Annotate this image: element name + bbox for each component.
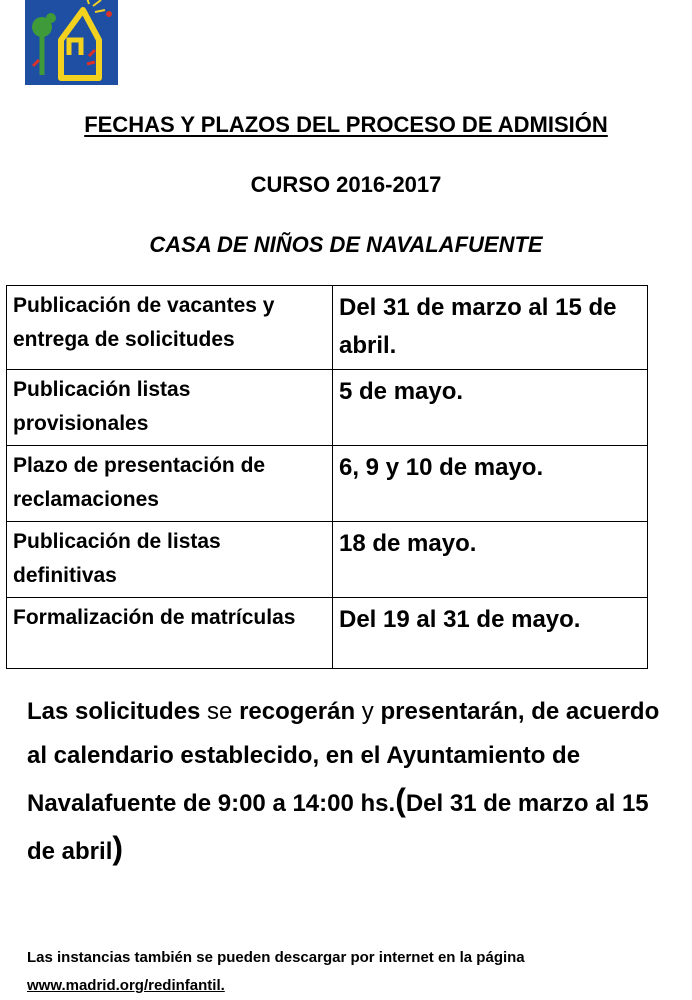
date-cell: Del 19 al 31 de mayo. <box>333 598 648 669</box>
notice-se: se <box>200 698 240 725</box>
phase-cell: Publicación de vacantes y entrega de solicitudes <box>7 286 333 370</box>
table-row <box>7 446 648 522</box>
admission-schedule-table <box>6 285 648 669</box>
notice-paragraph <box>27 690 667 874</box>
table-row <box>7 370 648 446</box>
date-cell: Del 31 de marzo al 15 de abril. <box>333 286 648 370</box>
table-row <box>7 598 648 669</box>
table-row <box>7 522 648 598</box>
logo-drawing <box>25 0 118 85</box>
footer-note <box>27 944 677 1000</box>
date-cell: 18 de mayo. <box>333 522 648 598</box>
notice-body: presentarán, de acuerdo al calendario establecido, en el Ayuntamiento de Navalafuente de 9:00 a 14:00 hs. <box>27 698 660 817</box>
table-row <box>7 286 648 370</box>
school-title: CASA DE NIÑOS DE NAVALAFUENTE <box>149 232 543 257</box>
notice-dates: Del 31 de marzo al 15 de abril <box>27 790 649 865</box>
date-cell: 6, 9 y 10 de mayo. <box>333 446 648 522</box>
footer-url-link[interactable]: www.madrid.org/redinfantil. <box>27 977 225 994</box>
notice-close-paren: ) <box>112 830 124 866</box>
casa-ninos-logo-icon <box>25 0 118 85</box>
phase-cell: Formalización de matrículas <box>7 598 333 669</box>
notice-recogeran: recogerán <box>239 698 356 725</box>
footer-text: Las instancias también se pueden descargar por internet en la página <box>27 949 525 966</box>
course-title: CURSO 2016-2017 <box>250 172 442 197</box>
page-title: FECHAS Y PLAZOS DEL PROCESO DE ADMISIÓN <box>84 112 608 137</box>
notice-open-paren: ( <box>395 782 406 818</box>
notice-y: y <box>355 698 381 725</box>
date-cell: 5 de mayo. <box>333 370 648 446</box>
notice-solicitudes: Las solicitudes <box>27 698 201 725</box>
phase-cell: Publicación de listas definitivas <box>7 522 333 598</box>
phase-cell: Plazo de presentación de reclamaciones <box>7 446 333 522</box>
phase-cell: Publicación listas provisionales <box>7 370 333 446</box>
